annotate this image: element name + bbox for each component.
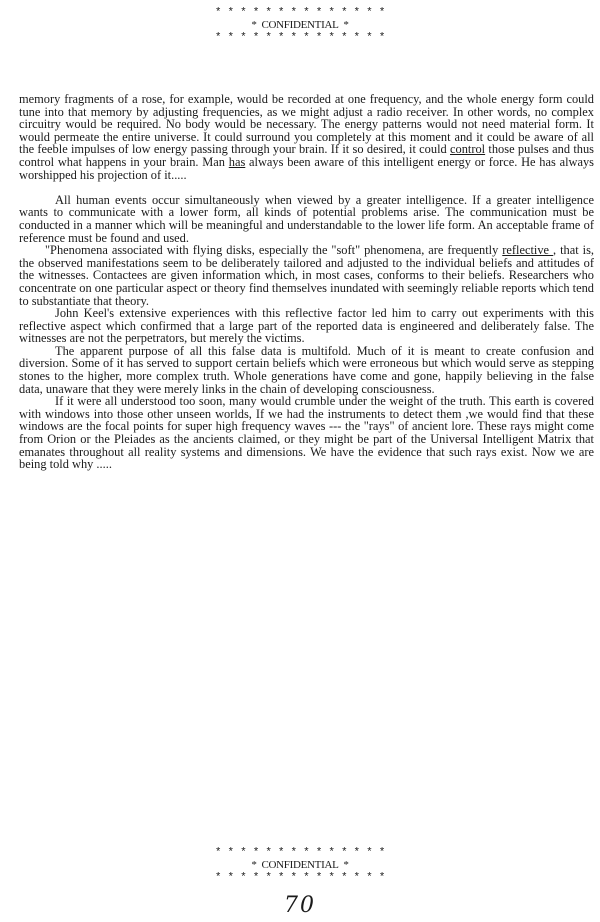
- page-number: 70: [284, 893, 316, 918]
- paragraph-text: "Phenomena associated with flying disks, especially the "soft" phenomena, are frequently: [45, 243, 503, 258]
- confidential-stamp-bottom: [0, 848, 600, 883]
- confidential-label: CONFIDENTIAL: [261, 859, 339, 871]
- stamp-border-bottom: * * * * * * * * * * * * * *: [214, 32, 386, 44]
- paragraph-text: memory fragments of a rose, for example, would be recorded at one frequency, and the whole energy form could tune into that memory by adjusting frequencies, as we might adjust a radio receiver. In other words, no complex circuitry would be required. No body would be necessary. The energy patterns would not need material form. It would permeate the entire universe. It could surround you completely at this moment and it could be aware of all the feeble impulses of low energy passing through your brain. If it so desired, it could: [19, 92, 594, 157]
- paragraph-p3: [19, 244, 594, 307]
- document-body: [19, 93, 594, 471]
- paragraph-text: , that is, the observed manifestations seem to be deliberately tailored and adjusted to the individual beliefs and attitudes of the witnesses. Contactees are given information which, in most cases, conforms to their beliefs. Researchers who concentrate on one particular aspect or theory find themselves inundated with seemingly reliable reports which tend to substantiate that theory.: [19, 243, 594, 308]
- paragraph-p5: [19, 345, 594, 395]
- underlined-text: reflective: [502, 243, 554, 258]
- paragraph-p2: [19, 194, 594, 244]
- confidential-label: CONFIDENTIAL: [261, 19, 339, 31]
- paragraph-text: If it were all understood too soon, many would crumble under the weight of the truth. This earth is covered with windows into those other unseen worlds, If we had the instruments to detect them ,we would find that these windows are the focal points for super high frequency waves --- the "rays" of ancient lore. These rays might come from Orion or the Pleiades as the ancients claimed, or they might be part of the Universal Intelligent Matrix that emanates throughout all reality systems and dimensions. We have the evidence that such rays exist. Now we are being told why .....: [19, 394, 594, 472]
- paragraph-text: John Keel's extensive experiences with this reflective factor led him to carry out experiments with this reflective aspect which confirmed that a large part of the reported data is engineered and deliberately false. The witnesses are not the perpetrators, but merely the victims.: [19, 306, 594, 346]
- paragraph-text: All human events occur simultaneously when viewed by a greater intelligence. If a greater intelligence wants to communicate with a lower form, all kinds of potential problems arise. The communication must be conducted in a manner which will be meaningful and understandable to the lower life form. An acceptable frame of reference must be found and used.: [19, 192, 594, 245]
- paragraph-text: those pulses and thus control what happens in your brain. Man: [19, 142, 594, 169]
- stamp-border-bottom: * * * * * * * * * * * * * *: [214, 872, 386, 884]
- stamp-label: * CONFIDENTIAL *: [251, 859, 349, 871]
- stamp-label: * CONFIDENTIAL *: [251, 19, 349, 31]
- paragraph-p4: [19, 307, 594, 345]
- paragraph-p1: [19, 93, 594, 181]
- underlined-text: has: [228, 154, 246, 169]
- confidential-stamp-top: [0, 8, 600, 43]
- paragraph-p6: [19, 395, 594, 471]
- paragraph-text: always been aware of this intelligent energy or force. He has always worshipped his projection of it.....: [19, 154, 594, 182]
- stamp-border-top: * * * * * * * * * * * * * *: [214, 847, 386, 859]
- underlined-text: control: [450, 142, 486, 157]
- paragraph-text: The apparent purpose of all this false data is multifold. Much of it is meant to create confusion and diversion. Some of it has served to support certain beliefs which were erroneous but which would serve as stepping stones to the higher, more complex truth. Whole generations have come and gone, happily believing in the false data, unaware that they were merely links in the chain of developing consciousness.: [19, 343, 594, 396]
- stamp-border-top: * * * * * * * * * * * * * *: [214, 7, 386, 19]
